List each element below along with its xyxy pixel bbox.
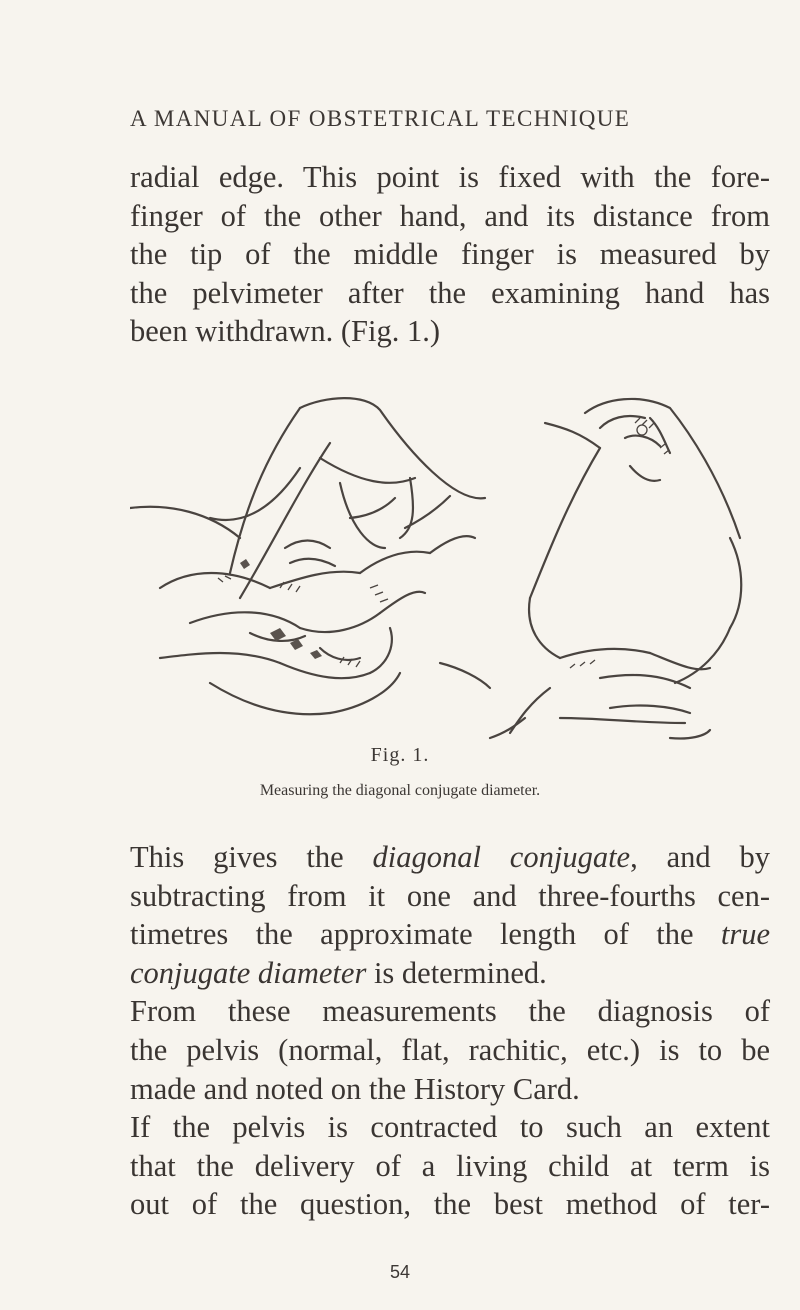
text-line: subtracting from it one and three-fourths cen- bbox=[130, 878, 770, 913]
paragraph-main bbox=[130, 838, 770, 1224]
figure-caption: Measuring the diagonal conjugate diameter. bbox=[259, 782, 541, 799]
text-line: the tip of the middle finger is measured by bbox=[130, 237, 770, 272]
emphasis-term: diagonal conjugate bbox=[372, 840, 631, 874]
text-line: radial edge. This point is fixed with the fore- bbox=[130, 160, 770, 194]
text-line: been withdrawn. (Fig. 1.) bbox=[130, 314, 441, 349]
text-line: the pelvis (normal, flat, rachitic, etc.) is to be bbox=[130, 1032, 770, 1067]
figure-illustration bbox=[130, 388, 770, 758]
page-number: 54 bbox=[389, 1262, 411, 1282]
text-line: finger of the other hand, and its distance from bbox=[130, 198, 770, 233]
paragraph-top bbox=[130, 158, 770, 351]
emphasis-term: true bbox=[720, 917, 770, 952]
pelvis-examination-drawing bbox=[130, 388, 770, 758]
text-line: From these measurements the diagnosis of bbox=[130, 994, 770, 1029]
emphasis-term: conjugate diameter bbox=[130, 955, 367, 990]
text-line: This gives the diagonal conjugate, and by bbox=[130, 840, 770, 874]
text-line: made and noted on the History Card. bbox=[130, 1071, 580, 1106]
text-line: out of the question, the best method of ter- bbox=[130, 1187, 770, 1222]
text-line: conjugate diameter is determined. bbox=[130, 955, 547, 990]
figure-label: Fig. 1. bbox=[370, 744, 430, 766]
running-title: A MANUAL OF OBSTETRICAL TECHNIQUE bbox=[130, 106, 631, 131]
text-line: that the delivery of a living child at term is bbox=[130, 1148, 770, 1183]
text-line: If the pelvis is contracted to such an extent bbox=[130, 1110, 770, 1145]
text-line: the pelvimeter after the examining hand has bbox=[130, 275, 770, 310]
text-line: timetres the approximate length of the true bbox=[130, 917, 770, 952]
